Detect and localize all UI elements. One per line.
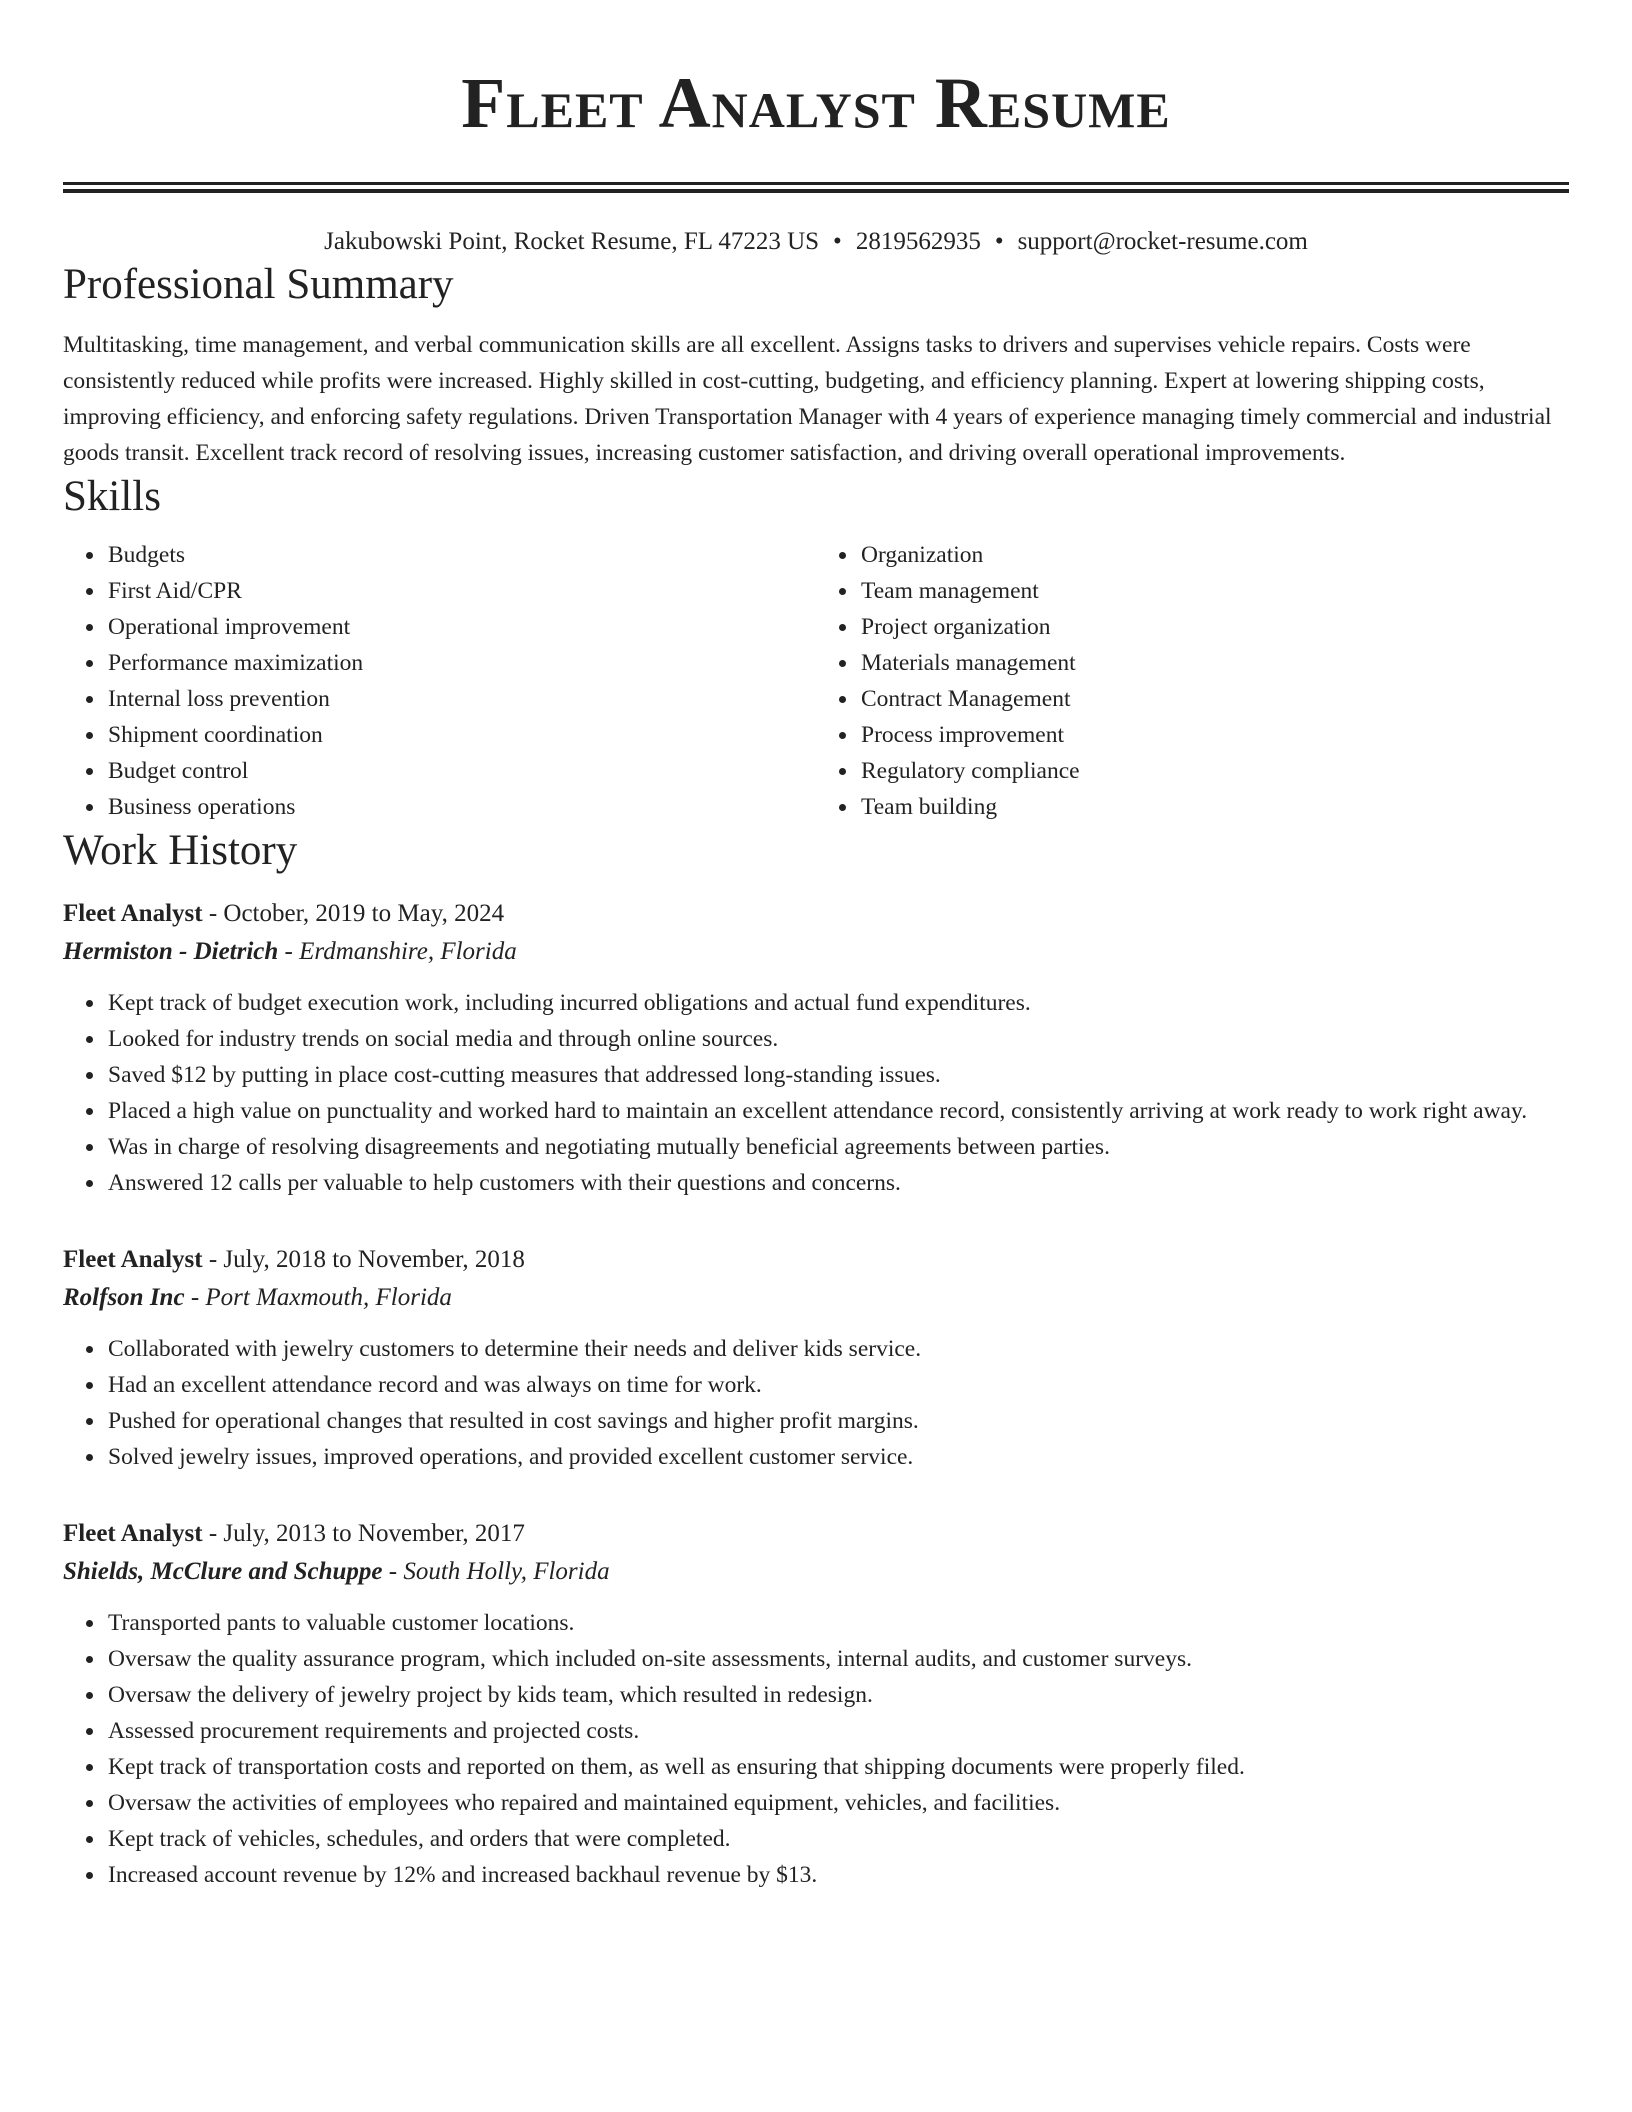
job-title-line bbox=[63, 895, 1569, 933]
skills-heading: Skills bbox=[63, 473, 161, 520]
skill-item: • First Aid/CPR bbox=[106, 573, 816, 609]
job-company-line bbox=[63, 1553, 1569, 1591]
job-location: - South Holly, Florida bbox=[382, 1558, 610, 1585]
title-divider bbox=[63, 182, 1569, 193]
job-company-line bbox=[63, 1279, 1569, 1317]
job-bullet: • Looked for industry trends on social media and through online sources. bbox=[106, 1021, 1569, 1057]
job-bullet: • Collaborated with jewelry customers to determine their needs and deliver kids service. bbox=[106, 1331, 1569, 1367]
job-entry bbox=[63, 1515, 1569, 1893]
job-company-line bbox=[63, 933, 1569, 971]
job-bullet: • Pushed for operational changes that resulted in cost savings and higher profit margins. bbox=[106, 1403, 1569, 1439]
job-bullet: • Oversaw the activities of employees who repaired and maintained equipment, vehicles, and facilities. bbox=[106, 1785, 1569, 1821]
job-bullets bbox=[63, 985, 1569, 1201]
skills-list-right bbox=[816, 537, 1569, 825]
job-company: Hermiston - Dietrich bbox=[63, 938, 279, 965]
skill-item: • Budget control bbox=[106, 753, 816, 789]
job-bullet: • Placed a high value on punctuality and worked hard to maintain an excellent attendance record, consistently arriving at work ready to work right away. bbox=[106, 1093, 1569, 1129]
skill-item: • Performance maximization bbox=[106, 645, 816, 681]
job-bullet: • Oversaw the quality assurance program, which included on-site assessments, internal audits, and customer surveys. bbox=[106, 1641, 1569, 1677]
job-title-line bbox=[63, 1515, 1569, 1553]
skills-list-left bbox=[63, 537, 816, 825]
job-company: Shields, McClure and Schuppe bbox=[63, 1558, 383, 1585]
job-entry bbox=[63, 1241, 1569, 1475]
job-title: Fleet Analyst bbox=[63, 900, 203, 927]
skill-item: • Materials management bbox=[859, 645, 1569, 681]
skill-item: • Operational improvement bbox=[106, 609, 816, 645]
contact-email: support@rocket-resume.com bbox=[1017, 228, 1308, 255]
skill-item: • Project organization bbox=[859, 609, 1569, 645]
job-location: - Erdmanshire, Florida bbox=[278, 938, 517, 965]
summary-heading: Professional Summary bbox=[63, 261, 454, 308]
skills-columns bbox=[63, 537, 1569, 825]
job-entry bbox=[63, 895, 1569, 1201]
skill-item: • Regulatory compliance bbox=[859, 753, 1569, 789]
summary-text: Multitasking, time management, and verbal communication skills are all excellent. Assigns tasks to drivers and supervises vehicle repairs. Costs were consistently reduced while profits were increased. Highly skilled in cost-cutting, budgeting, and efficiency planning. Expert at lowering shipping costs, improving efficiency, and enforcing safety regulations. Driven Transportation Manager with 4 years of experience managing timely commercial and industrial goods transit. Excellent track record of resolving issues, increasing customer satisfaction, and driving overall operational improvements. bbox=[63, 332, 1552, 466]
job-bullet: • Answered 12 calls per valuable to help customers with their questions and concerns. bbox=[106, 1165, 1569, 1201]
skill-item: • Organization bbox=[859, 537, 1569, 573]
job-title: Fleet Analyst bbox=[63, 1520, 203, 1547]
job-dates: - July, 2013 to November, 2017 bbox=[202, 1520, 525, 1547]
skill-item: • Internal loss prevention bbox=[106, 681, 816, 717]
job-bullet: • Kept track of transportation costs and reported on them, as well as ensuring that shipping documents were properly filed. bbox=[106, 1749, 1569, 1785]
job-bullet: • Saved $12 by putting in place cost-cutting measures that addressed long-standing issues. bbox=[106, 1057, 1569, 1093]
contact-separator: • bbox=[833, 228, 842, 255]
work-history-list bbox=[63, 895, 1569, 1893]
job-company: Rolfson Inc bbox=[63, 1284, 185, 1311]
contact-address: Jakubowski Point, Rocket Resume, FL 47223 US bbox=[324, 228, 820, 255]
skill-item: • Team building bbox=[859, 789, 1569, 825]
job-location: - Port Maxmouth, Florida bbox=[184, 1284, 452, 1311]
job-bullets bbox=[63, 1331, 1569, 1475]
resume-title: Fleet Analyst Resume bbox=[461, 63, 1171, 143]
job-title: Fleet Analyst bbox=[63, 1246, 203, 1273]
job-bullet: • Assessed procurement requirements and projected costs. bbox=[106, 1713, 1569, 1749]
skill-item: • Budgets bbox=[106, 537, 816, 573]
job-bullet: • Transported pants to valuable customer locations. bbox=[106, 1605, 1569, 1641]
job-bullet: • Had an excellent attendance record and was always on time for work. bbox=[106, 1367, 1569, 1403]
contact-separator: • bbox=[994, 228, 1004, 255]
skill-item: • Process improvement bbox=[859, 717, 1569, 753]
job-dates: - October, 2019 to May, 2024 bbox=[202, 900, 505, 927]
job-dates: - July, 2018 to November, 2018 bbox=[202, 1246, 525, 1273]
skill-item: • Team management bbox=[859, 573, 1569, 609]
skill-item: • Contract Management bbox=[859, 681, 1569, 717]
job-bullets bbox=[63, 1605, 1569, 1893]
job-bullet: • Oversaw the delivery of jewelry project by kids team, which resulted in redesign. bbox=[106, 1677, 1569, 1713]
work-history-heading: Work History bbox=[63, 827, 298, 874]
skill-item: • Shipment coordination bbox=[106, 717, 816, 753]
skill-item: • Business operations bbox=[106, 789, 816, 825]
job-bullet: • Solved jewelry issues, improved operations, and provided excellent customer service. bbox=[106, 1439, 1569, 1475]
job-title-line bbox=[63, 1241, 1569, 1279]
job-bullet: • Increased account revenue by 12% and increased backhaul revenue by $13. bbox=[106, 1857, 1569, 1893]
contact-line bbox=[63, 225, 1569, 259]
job-bullet: • Kept track of budget execution work, including incurred obligations and actual fund expenditures. bbox=[106, 985, 1569, 1021]
contact-phone: 2819562935 bbox=[855, 228, 981, 255]
job-bullet: • Was in charge of resolving disagreements and negotiating mutually beneficial agreements between parties. bbox=[106, 1129, 1569, 1165]
job-bullet: • Kept track of vehicles, schedules, and orders that were completed. bbox=[106, 1821, 1569, 1857]
